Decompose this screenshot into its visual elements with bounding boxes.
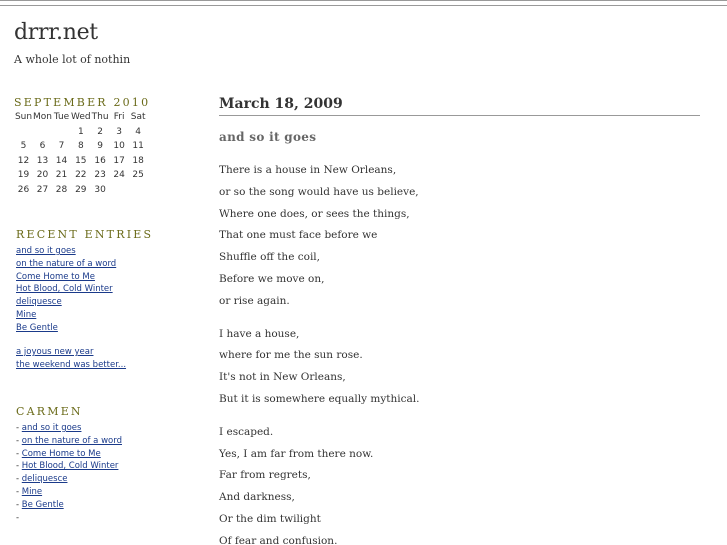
calendar-day: 2 [97,126,103,137]
entry-link[interactable]: Be Gentle [16,322,58,333]
entry-link[interactable]: Be Gentle [21,499,64,510]
calendar-day: 21 [55,170,68,181]
list-item [16,359,126,372]
calendar-week [14,154,148,169]
calendar-day: 13 [36,155,49,166]
older-entries-list [16,346,126,372]
calendar-weekday: Sun [14,112,33,123]
poem-line: There is a house in New Orleans, [219,164,397,176]
post-body [219,160,699,545]
list-item [16,271,116,284]
entry-link[interactable]: on the nature of a word [16,258,117,269]
entry-link[interactable]: a joyous new year [16,347,94,357]
poem-line: Yes, I am far from there now. [219,447,374,460]
poem-stanza [219,422,699,545]
calendar-body [14,125,148,198]
list-bullet: - [16,499,22,510]
calendar-heading: SEPTEMBER 2010 [14,96,151,109]
calendar-day: 8 [77,141,84,152]
calendar-weekday-row [14,110,148,125]
list-item [16,322,116,335]
entry-link[interactable]: on the nature of a word [21,435,122,446]
calendar-day: 27 [36,184,49,195]
calendar-day: 4 [135,126,141,137]
calendar-weekday: Mon [33,112,52,123]
calendar-week [14,125,148,140]
calendar-day: 24 [113,170,125,181]
poem-line: Of fear and confusion. [219,534,338,545]
calendar-day: 9 [97,141,103,152]
entry-link[interactable]: Come Home to Me [21,448,101,459]
list-bullet: - [16,435,22,446]
entry-link[interactable]: Hot Blood, Cold Winter [21,461,119,472]
calendar-day [129,183,148,198]
calendar-day: 23 [94,170,106,181]
poem-line: Where one does, or sees the things, [219,207,410,220]
poem-line: Before we move on, [219,272,325,285]
site-tagline: A whole lot of nothin [14,53,131,66]
calendar-day: 3 [116,126,122,137]
calendar-week [14,168,148,183]
entry-link[interactable]: Hot Blood, Cold Winter [16,284,113,295]
calendar-day: 25 [132,170,144,181]
list-bullet: - [16,474,22,485]
poem-line: or so the song would have us believe, [219,185,419,198]
list-bullet: - [16,512,20,523]
calendar-day: 10 [113,141,125,152]
list-item [16,258,116,271]
poem-line: or rise again. [219,294,290,307]
recent-entries-heading: RECENT ENTRIES [16,228,154,241]
entry-link[interactable]: deliquesce [21,474,68,485]
calendar-day: 26 [17,184,30,195]
calendar-weekday: Fri [113,112,125,123]
list-item [16,473,122,486]
poem-line: Shuffle off the coil, [219,251,320,264]
list-item [16,346,126,359]
calendar-day: 18 [132,155,144,166]
entry-link[interactable]: and so it goes [21,423,82,433]
entry-link[interactable]: Mine [16,309,37,320]
list-item [16,460,122,473]
list-item [16,422,122,435]
post-title[interactable]: and so it goes [219,130,317,144]
calendar-week [14,139,148,154]
entry-link[interactable]: deliquesce [16,297,62,308]
entry-link[interactable]: Come Home to Me [16,271,95,282]
calendar-day: 20 [36,170,49,181]
calendar-weekday: Tue [53,112,70,123]
calendar-day: 12 [17,155,30,166]
calendar [14,110,148,197]
list-item [16,296,116,309]
calendar-day: 16 [94,155,106,166]
poem-line: It's not in New Orleans, [219,371,346,384]
post-date: March 18, 2009 [219,96,700,116]
carmen-list [16,422,122,524]
calendar-day: 14 [55,155,68,166]
list-item [16,512,122,525]
poem-line: And darkness, [219,491,295,504]
calendar-day: 6 [39,141,46,152]
poem-line: where for me the sun rose. [219,349,363,362]
list-item [16,283,116,296]
recent-entries-list [16,245,116,335]
poem-line: Far from regrets, [219,469,311,482]
calendar-day: 29 [75,184,87,195]
carmen-heading: CARMEN [16,405,83,418]
calendar-week [14,183,148,198]
list-item [16,499,122,512]
poem-line: But it is somewhere equally mythical. [219,392,420,405]
poem-line: Or the dim twilight [219,512,321,525]
list-item [16,435,122,448]
calendar-day [33,125,52,140]
calendar-day: 17 [113,155,125,166]
list-bullet: - [16,461,22,472]
poem-line: That one must face before we [219,229,378,242]
poem-line: I escaped. [219,425,274,438]
calendar-weekday: Thu [91,112,109,123]
calendar-day: 1 [77,126,84,137]
entry-link[interactable]: Mine [21,486,43,497]
calendar-day: 30 [94,184,106,195]
calendar-day [52,125,71,140]
calendar-day [14,125,33,140]
list-bullet: - [16,448,22,459]
calendar-day: 5 [20,141,27,152]
site-title[interactable]: drrr.net [14,20,98,45]
poem-line: I have a house, [219,327,300,340]
entry-link[interactable]: the weekend was better... [16,359,127,370]
entry-link[interactable]: and so it goes [16,246,76,256]
calendar-day: 22 [75,170,87,181]
list-bullet: - [16,423,22,433]
calendar-day [110,183,129,198]
list-item [16,486,122,499]
calendar-day: 11 [132,141,144,152]
poem-stanza [219,324,699,411]
list-item [16,448,122,461]
calendar-day: 28 [55,184,68,195]
poem-stanza [219,160,699,313]
calendar-day: 19 [17,170,30,181]
calendar-day: 7 [58,141,65,152]
list-item [16,245,116,258]
calendar-weekday: Wed [71,112,91,123]
list-bullet: - [16,486,22,497]
calendar-day: 15 [75,155,87,166]
top-border [0,0,727,6]
calendar-weekday: Sat [130,112,146,123]
list-item [16,309,116,322]
